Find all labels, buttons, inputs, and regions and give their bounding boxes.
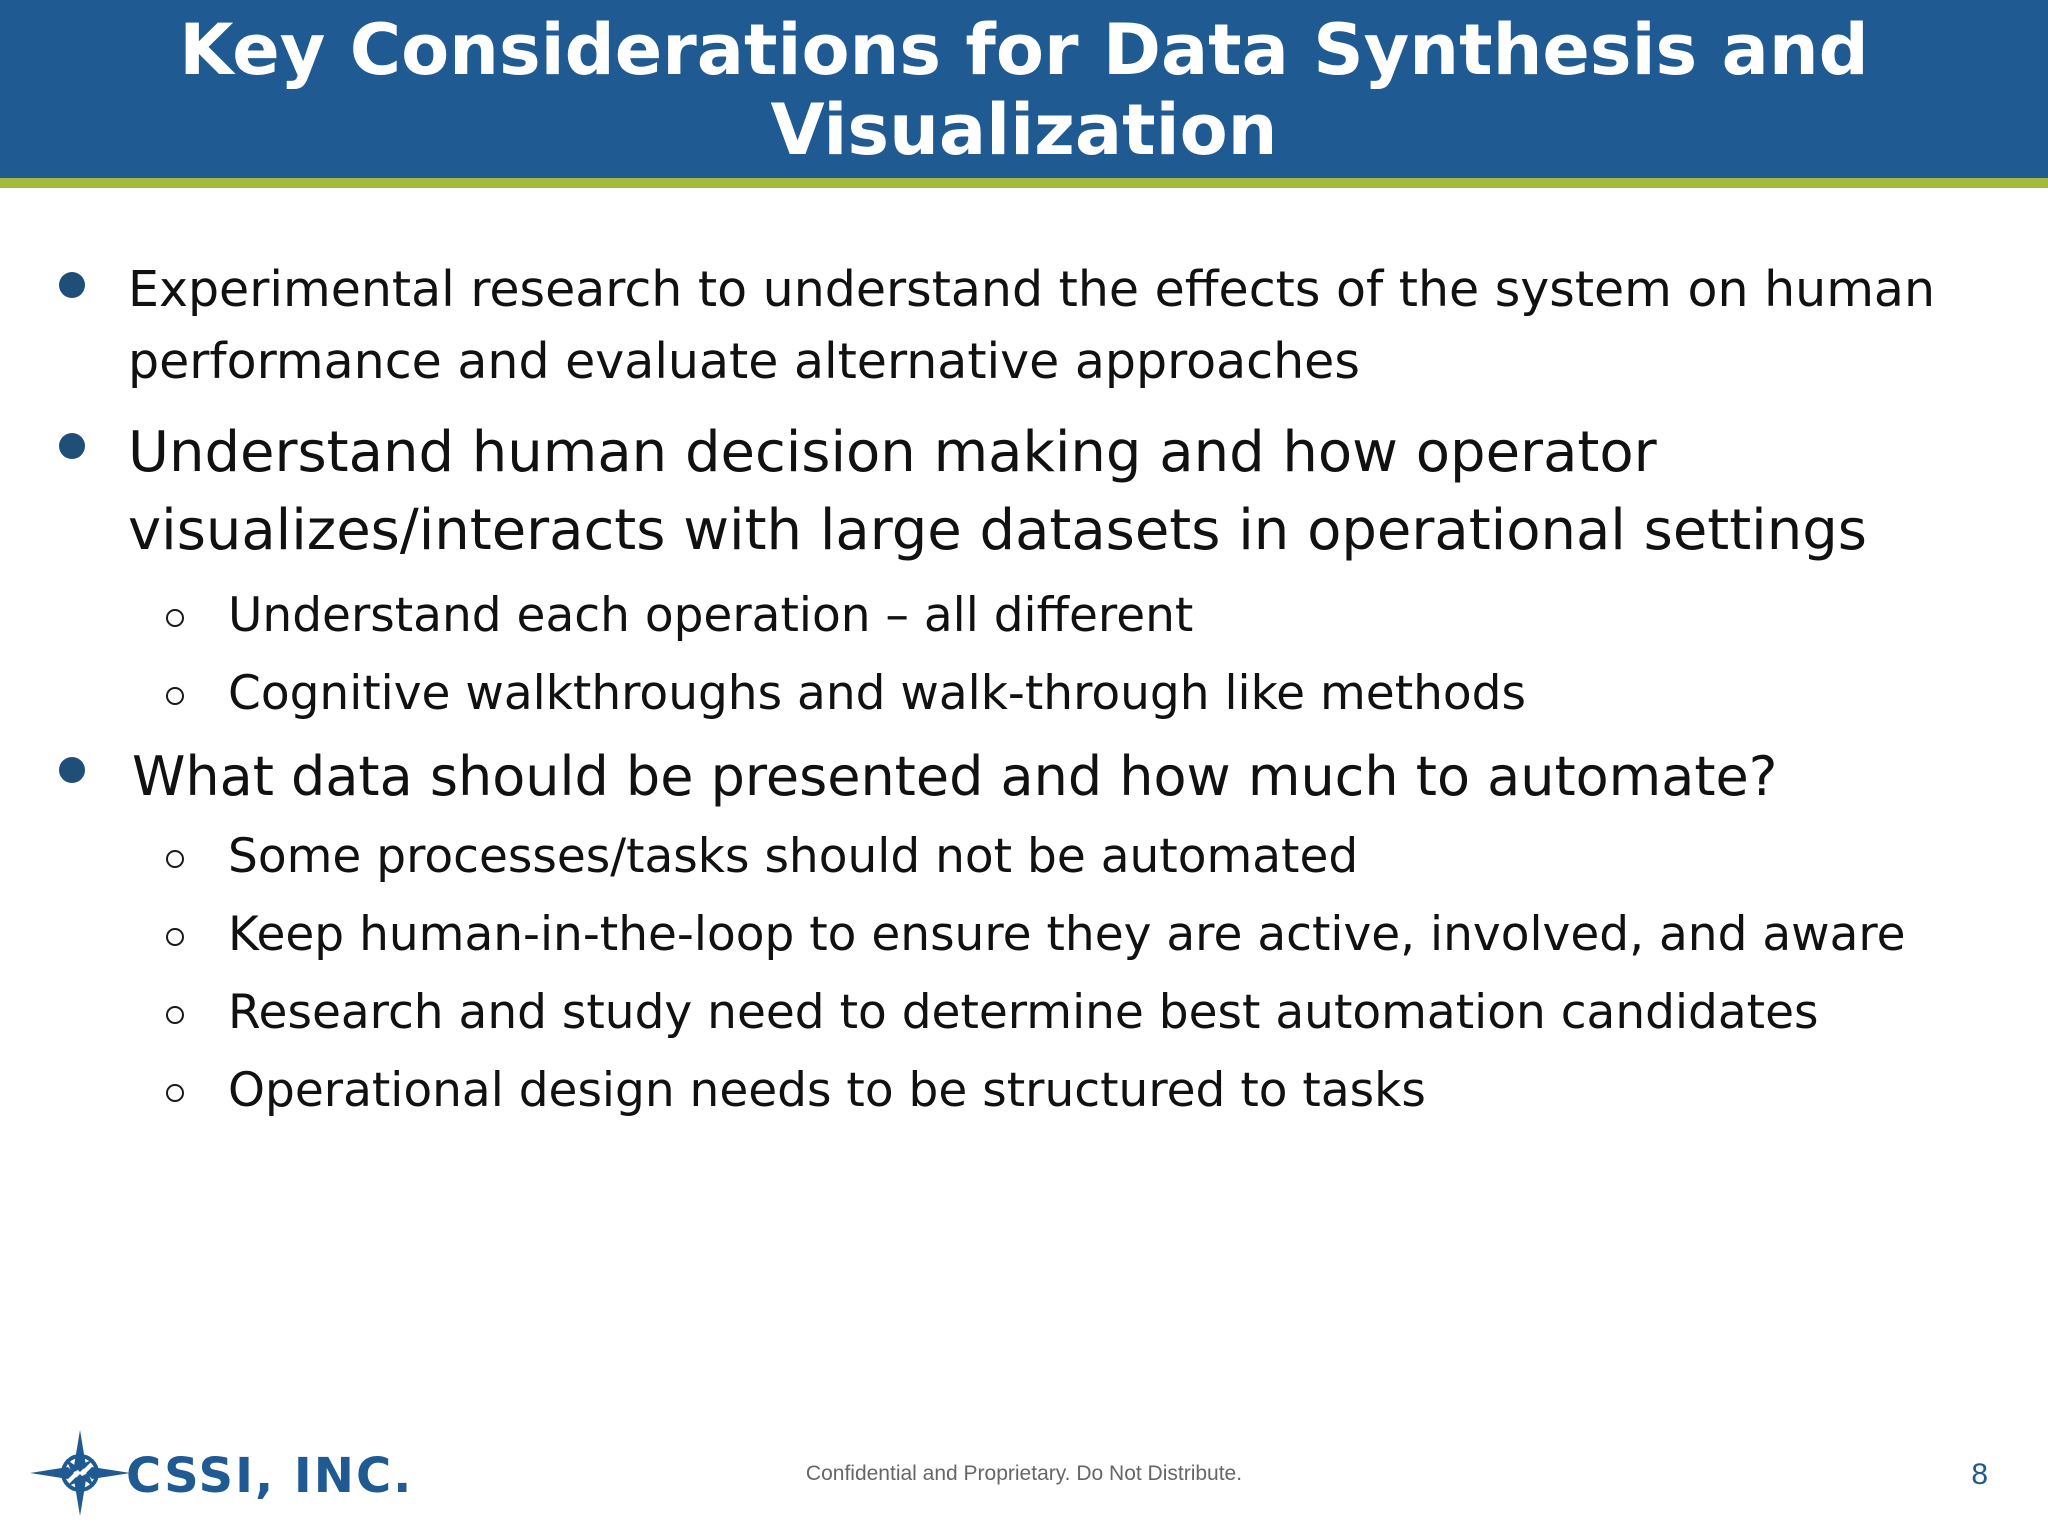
- logo-text: CSSI, INC.: [126, 1448, 408, 1504]
- slide-title-line: Key Considerations for Data Synthesis and: [179, 9, 1869, 91]
- subbullet-icon: [166, 1084, 184, 1102]
- bullet-icon: [59, 757, 85, 783]
- subbullet-icon: [166, 687, 184, 705]
- footer-confidential: Confidential and Proprietary. Do Not Distribute.: [805, 1462, 1243, 1485]
- subbullet-text: Some processes/tasks should not be automated: [228, 829, 1359, 884]
- subbullet-text: Cognitive walkthroughs and walk-through like methods: [228, 666, 1526, 721]
- subbullet-text: Research and study need to determine best automation candidates: [228, 985, 1819, 1040]
- subbullet-text: Operational design needs to be structured to tasks: [228, 1063, 1426, 1118]
- bullet-icon: [59, 433, 85, 459]
- subbullet-icon: [166, 1006, 184, 1024]
- subbullet-icon: [166, 850, 184, 868]
- subbullet-text: Keep human-in-the-loop to ensure they are active, involved, and aware: [228, 907, 1906, 962]
- slide-title-line: Visualization: [770, 89, 1278, 171]
- bullet-icon: [59, 272, 85, 298]
- subbullet-icon: [166, 609, 184, 627]
- bullet-text: Experimental research to understand the effects of the system on human: [128, 261, 1936, 318]
- page-number: 8: [1971, 1458, 1988, 1491]
- subbullet-text: Understand each operation – all different: [228, 588, 1194, 643]
- subbullet-icon: [166, 928, 184, 946]
- bullet-text: What data should be presented and how much to automate?: [132, 745, 1778, 808]
- bullet-text: performance and evaluate alternative approaches: [128, 333, 1360, 390]
- bullet-text: visualizes/interacts with large datasets in operational settings: [128, 498, 1867, 563]
- bullet-text: Understand human decision making and how operator: [128, 420, 1657, 485]
